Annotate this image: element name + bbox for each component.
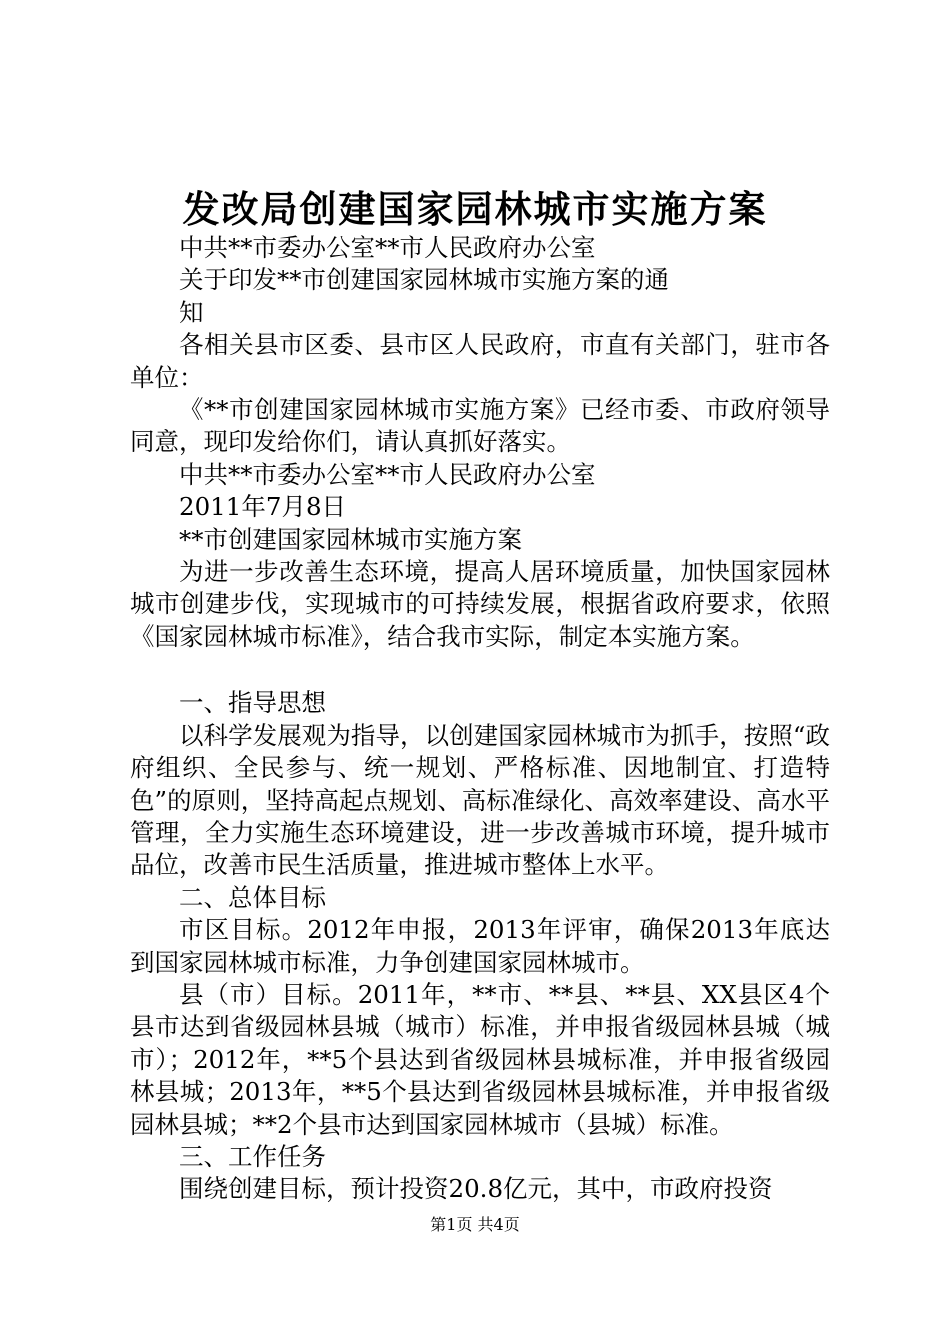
section-heading-1: 一、指导思想 bbox=[179, 688, 326, 718]
document-body bbox=[130, 232, 830, 1206]
urban-goal-paragraph: 市区目标。2012年申报，2013年评审，确保2013年底达到国家园林城市标准，力争创建国家园林城市。 bbox=[130, 915, 830, 977]
signature-issuer: 中共**市委办公室**市人民政府办公室 bbox=[179, 459, 596, 489]
signature-date: 2011年7月8日 bbox=[179, 492, 347, 522]
county-goal-paragraph: 县（市）目标。2011年，**市、**县、**县、XX县区4个县市达到省级园林县城（城市）标准，并申报省级园林县城（城市）；2012年，**5个县达到省级园林县城标准，并申报省级园林县城；2013年，**5个县达到省级园林县城标准，并申报省级园林县城；**2个县市达到国家园林城市（县城）标准。 bbox=[130, 979, 830, 1139]
section-heading-2: 二、总体目标 bbox=[179, 882, 326, 912]
section-heading-3: 三、工作任务 bbox=[179, 1141, 326, 1171]
document-title: 发改局创建国家园林城市实施方案 bbox=[182, 187, 768, 231]
tasks-paragraph: 围绕创建目标，预计投资20.8亿元，其中，市政府投资 bbox=[179, 1174, 773, 1204]
page-number-footer: 第1页 共4页 bbox=[430, 1215, 520, 1234]
notice-body-paragraph: 《**市创建国家园林城市实施方案》已经市委、市政府领导同意，现印发给你们，请认真抓好落实。 bbox=[130, 395, 830, 457]
paragraph-spacer bbox=[130, 653, 830, 687]
guiding-thought-paragraph: 以科学发展观为指导，以创建国家园林城市为抓手，按照“政府组织、全民参与、统一规划、严格标准、因地制宜、打造特色”的原则，坚持高起点规划、高标准绿化、高效率建设、高水平管理，全力实施生态环境建设，进一步改善城市环境，提升城市品位，改善市民生活质量，推进城市整体上水平。 bbox=[130, 720, 830, 880]
intro-paragraph: 为进一步改善生态环境，提高人居环境质量，加快国家园林城市创建步伐，实现城市的可持续发展，根据省政府要求，依照《国家园林城市标准》，结合我市实际，制定本实施方案。 bbox=[130, 557, 830, 651]
notice-title-line: 关于印发**市创建国家园林城市实施方案的通 bbox=[179, 265, 669, 295]
notice-title-line-end: 知 bbox=[179, 297, 204, 327]
plan-title-line: **市创建国家园林城市实施方案 bbox=[179, 524, 522, 554]
addressee-paragraph: 各相关县市区委、县市区人民政府，市直有关部门，驻市各单位： bbox=[130, 330, 830, 392]
issuer-line: 中共**市委办公室**市人民政府办公室 bbox=[179, 233, 596, 262]
